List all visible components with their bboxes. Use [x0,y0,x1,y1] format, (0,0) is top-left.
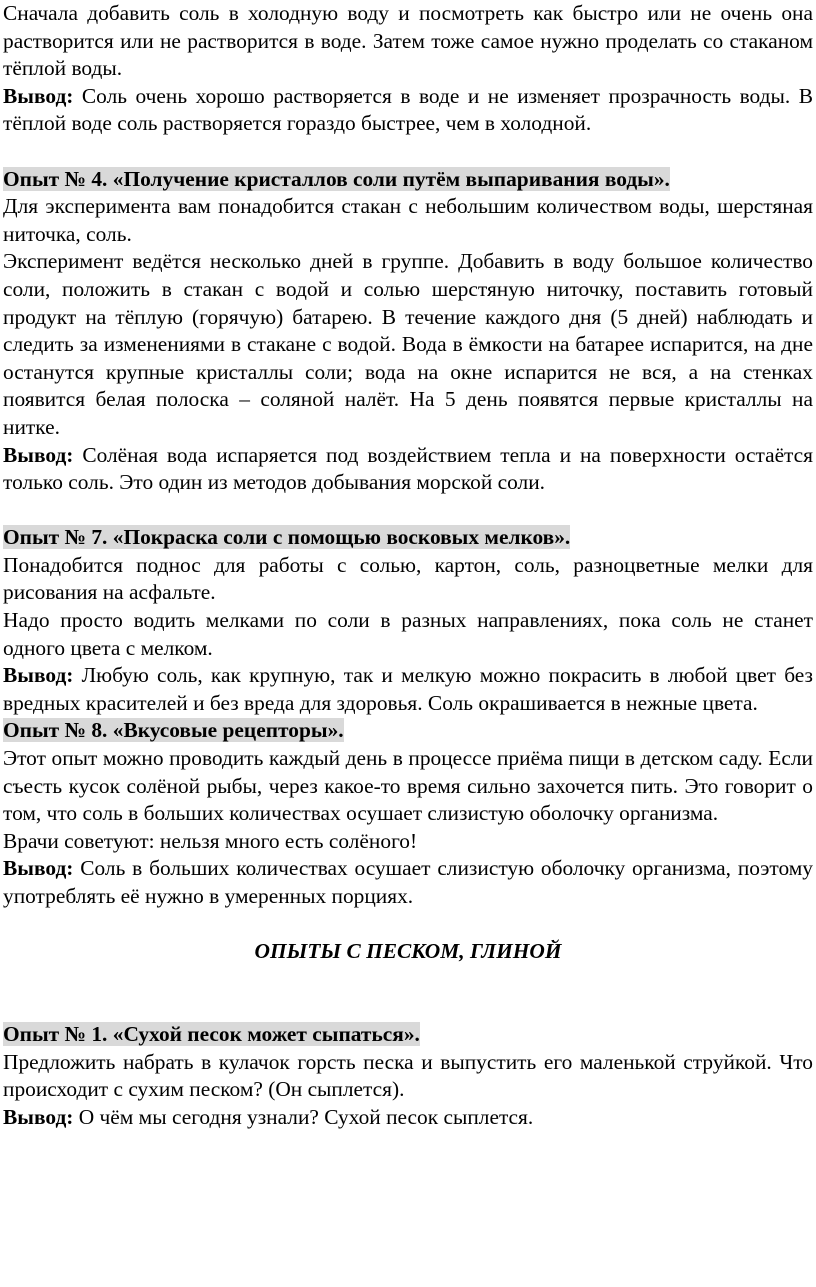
conclusion-text: О чём мы сегодня узнали? Сухой песок сыплется. [73,1104,534,1129]
intro-conclusion [3,83,813,138]
conclusion-text: Любую соль, как крупную, так и мелкую можно покрасить в любой цвет без вредных красителей и без вреда для здоровья. Соль окрашивается в нежные цвета. [3,663,813,715]
blank-line [3,497,813,525]
document-page [3,0,813,1131]
experiment-heading-text: Опыт № 7. «Покраска соли с помощью восковых мелков». [3,525,571,550]
blank-line [3,966,813,994]
sand-experiment-1-conclusion [3,1104,813,1132]
experiment-8-paragraph-1: Этот опыт можно проводить каждый день в процессе приёма пищи в детском саду. Если съесть кусок солёной рыбы, через какое-то время сильно захочется пить. Это говорит о том, что соль в больших количествах осушает слизистую оболочку организма. [3,746,813,826]
experiment-4-paragraph-1: Для эксперимента вам понадобится стакан с небольшим количеством воды, шерстяная ниточка, соль. [3,194,813,246]
experiment-7-paragraph-1: Понадобится поднос для работы с солью, картон, соль, разноцветные мелки для рисования на асфальте. [3,552,813,605]
experiment-8-heading [3,717,813,745]
experiment-8-conclusion [3,855,813,910]
conclusion-label: Вывод: [3,663,74,688]
conclusion-label: Вывод: [3,1104,74,1129]
experiment-4-conclusion [3,442,813,497]
section-title: ОПЫТЫ С ПЕСКОМ, ГЛИНОЙ [254,939,562,964]
experiment-7-conclusion [3,662,813,717]
conclusion-label: Вывод: [3,856,74,881]
experiment-7-paragraph-2: Надо просто водить мелками по соли в разных направлениях, пока соль не станет одного цвета с мелком. [3,608,813,660]
experiment-4-paragraph-2: Эксперимент ведётся несколько дней в группе. Добавить в воду большое количество соли, положить в стакан с водой и солью шерстяную ниточку, поставить готовый продукт на тёплую (горячую) батарею. В течение каждого дня (5 дней) наблюдать и следить за изменениями в стакане с водой. Вода в ёмкости на батарее испарится, на дне останутся крупные кристаллы соли; вода на окне испарится не вся, а на стенках появится белая полоска – соляной налёт. На 5 день появятся первые кристаллы на нитке. [3,249,813,439]
conclusion-text: Соль в больших количествах осушает слизистую оболочку организма, поэтому употреблять её нужно в умеренных порциях. [3,856,813,908]
blank-line [3,911,813,939]
experiment-7-heading [3,524,813,552]
sand-experiment-1-paragraph-1: Предложить набрать в кулачок горсть песка и выпустить его маленькой струйкой. Что происходит с сухим песком? (Он сыплется). [3,1049,813,1102]
sand-experiment-1-heading [3,1021,813,1049]
experiment-heading-text: Опыт № 1. «Сухой песок может сыпаться». [3,1021,420,1046]
conclusion-text: Солёная вода испаряется под воздействием тепла и на поверхности остаётся только соль. Это один из методов добывания морской соли. [3,442,813,495]
conclusion-text: Соль очень хорошо растворяется в воде и не изменяет прозрачность воды. В тёплой воде соль растворяется гораздо быстрее, чем в холодной. [3,83,813,136]
conclusion-label: Вывод: [3,442,74,467]
experiment-4-heading [3,166,813,194]
experiment-heading-text: Опыт № 8. «Вкусовые рецепторы». [3,718,344,743]
blank-line [3,993,813,1021]
blank-line [3,138,813,166]
experiment-heading-text: Опыт № 4. «Получение кристаллов соли путём выпаривания воды». [3,166,670,191]
intro-paragraph: Сначала добавить соль в холодную воду и посмотреть как быстро или не очень она растворится или не растворится в воде. Затем тоже самое нужно проделать со стаканом тёплой воды. [3,1,813,81]
experiment-8-paragraph-2: Врачи советуют: нельзя много есть солёного! [3,828,418,853]
conclusion-label: Вывод: [3,83,74,108]
